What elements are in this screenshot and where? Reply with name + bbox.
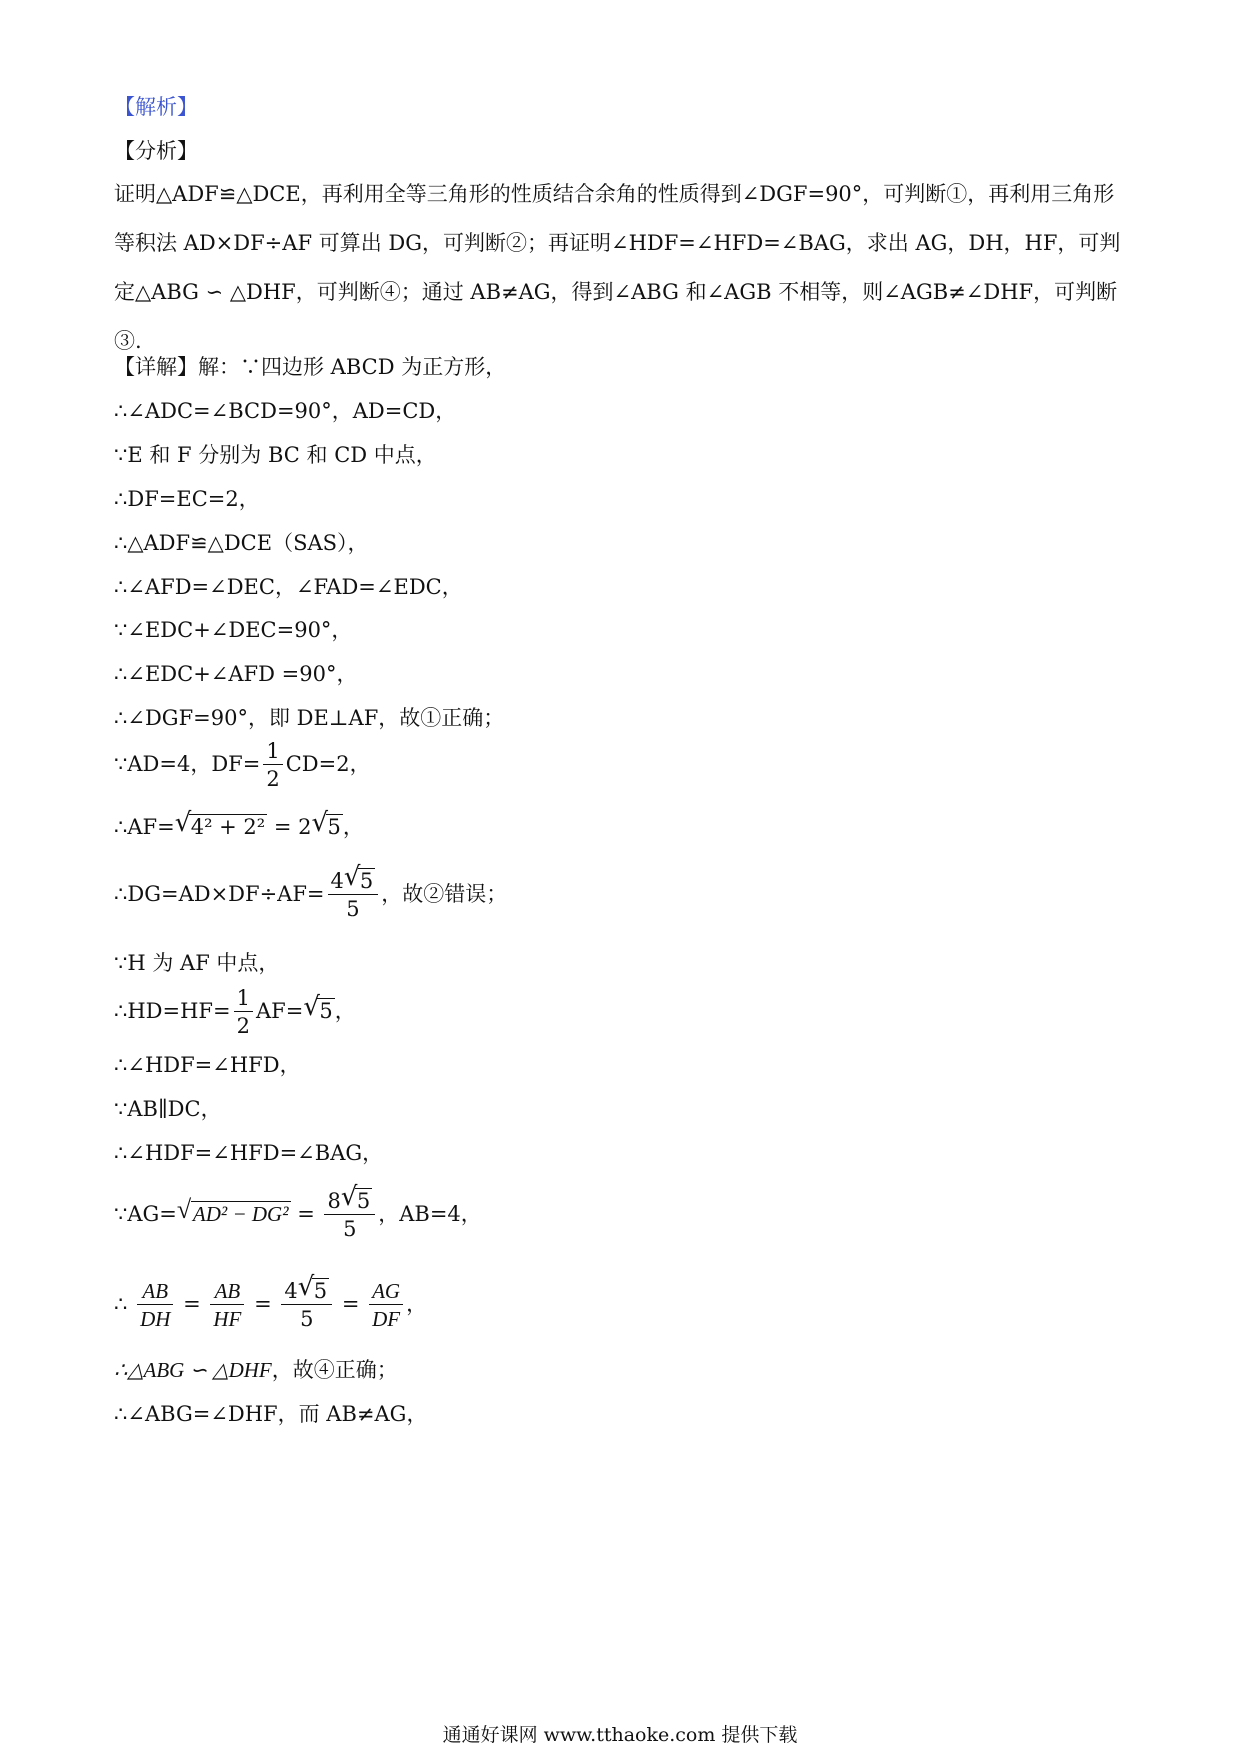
proof-line-18 <box>114 1272 428 1333</box>
fraction-half <box>263 738 282 793</box>
proof-line-20: ∴∠ABG=∠DHF，而 AB≠AG， <box>114 1402 428 1426</box>
fraction-8root5-over-5 <box>324 1182 375 1243</box>
proof-line-11 <box>114 862 508 923</box>
numerator: AG <box>369 1278 403 1305</box>
proof-line-9 <box>114 738 371 793</box>
text-segment: CD=2， <box>285 752 371 776</box>
text-segment: ∴HD=HF= <box>114 999 231 1023</box>
numerator: AB <box>210 1278 244 1305</box>
coefficient: 4 <box>284 1279 298 1303</box>
text-segment: AF= <box>255 999 304 1023</box>
sqrt-five <box>340 1182 372 1214</box>
proof-line-4: ∴△ADF≌△DCE（SAS）， <box>114 531 369 555</box>
fraction-4root5-over-5 <box>328 862 379 923</box>
equals-segment: = 2 <box>273 815 312 839</box>
similar-triangles-statement: ∴△ABG ∽ △DHF <box>114 1358 272 1382</box>
fraction-ag-df <box>369 1278 403 1333</box>
fraction-4root5-over-5 <box>281 1272 332 1333</box>
denominator: HF <box>213 1307 242 1331</box>
text-segment: ∴AF= <box>114 815 175 839</box>
radical-sign: √ <box>311 808 329 838</box>
proof-line-16: ∴∠HDF=∠HFD=∠BAG， <box>114 1141 384 1165</box>
radical-sign: √ <box>303 992 320 1022</box>
radicand: 5 <box>319 999 333 1023</box>
equals-sign: = <box>297 1202 315 1226</box>
proof-line-10 <box>114 808 364 842</box>
radicand: AD² − DG² <box>192 1202 289 1226</box>
radical-sign: √ <box>176 1195 192 1224</box>
proof-line-3: ∴DF=EC=2， <box>114 487 260 511</box>
numerator <box>328 862 379 895</box>
fraction-ab-dh <box>137 1278 173 1333</box>
proof-line-17 <box>114 1182 482 1243</box>
proof-line-14: ∴∠HDF=∠HFD， <box>114 1053 301 1077</box>
numerator: 1 <box>234 985 253 1012</box>
proof-line-12: ∵H 为 AF 中点， <box>114 951 280 975</box>
proof-line-1: ∴∠ADC=∠BCD=90°，AD=CD， <box>114 399 457 423</box>
sqrt-five <box>311 808 343 842</box>
text-segment: ，故②错误； <box>381 882 508 906</box>
text-segment: ∵AD=4，DF= <box>114 752 261 776</box>
text-segment: ∴DG=AD×DF÷AF= <box>114 882 325 906</box>
radicand: 4² + 2² <box>190 815 266 839</box>
page-footer: 通通好课网 www.tthaoke.com 提供下载 <box>442 1724 798 1746</box>
denominator: 5 <box>300 1307 314 1331</box>
coefficient: 8 <box>327 1189 341 1213</box>
text-segment: ， <box>334 999 356 1023</box>
fraction-half <box>234 985 253 1040</box>
text-segment: ，故④正确； <box>271 1358 398 1382</box>
numerator: 1 <box>263 738 282 765</box>
text-segment: ∴ <box>114 1292 128 1316</box>
sqrt-ag-expression <box>176 1195 291 1229</box>
equals-sign: = <box>183 1292 201 1316</box>
xiangjie-line: 【详解】解：∵四边形 ABCD 为正方形， <box>114 355 507 379</box>
equals-sign: = <box>341 1292 360 1316</box>
fraction-ab-hf <box>210 1278 244 1333</box>
sqrt-five <box>343 862 375 894</box>
sqrt-five <box>297 1272 329 1304</box>
radicand: 5 <box>313 1279 328 1303</box>
proof-line-15: ∵AB∥DC， <box>114 1097 222 1121</box>
numerator: AB <box>137 1278 173 1305</box>
denominator: 5 <box>343 1217 357 1241</box>
proof-line-2: ∵E 和 F 分别为 BC 和 CD 中点， <box>114 443 437 467</box>
radicand: 5 <box>356 1189 371 1213</box>
jiexi-heading: 【解析】 <box>114 95 198 119</box>
analysis-paragraph: 证明△ADF≌△DCE，再利用全等三角形的性质结合余角的性质得到∠DGF=90°，可判断①，再利用三角形等积法 AD×DF÷AF 可算出 DG，可判断②；再证明∠HDF=∠HFD=∠BAG，求出 AG，DH，HF，可判定△ABG ∽ △DHF，可判断④；通过 AB≠AG，得到∠ABG 和∠AGB 不相等，则∠AGB≠∠DHF，可判断③. <box>114 182 1121 353</box>
denominator: 5 <box>346 897 360 921</box>
proof-line-7: ∴∠EDC+∠AFD =90°， <box>114 662 358 686</box>
text-segment: ， <box>342 815 364 839</box>
fenxi-heading: 【分析】 <box>114 139 198 163</box>
text-segment: ，AB=4， <box>378 1202 482 1226</box>
denominator: DH <box>140 1307 171 1331</box>
denominator: DF <box>372 1307 401 1331</box>
radicand: 5 <box>359 869 374 893</box>
text-segment: ∵AG= <box>114 1202 177 1226</box>
denominator: 2 <box>236 1014 250 1038</box>
numerator <box>281 1272 332 1305</box>
numerator <box>324 1182 375 1215</box>
proof-line-5: ∴∠AFD=∠DEC，∠FAD=∠EDC， <box>114 575 463 599</box>
radical-sign: √ <box>343 862 361 892</box>
sqrt-expression <box>174 808 268 842</box>
radical-sign: √ <box>297 1272 315 1302</box>
radical-sign: √ <box>174 808 192 838</box>
equals-sign: = <box>254 1292 272 1316</box>
text-segment: ， <box>406 1292 428 1316</box>
sqrt-five <box>303 992 334 1026</box>
proof-line-19 <box>114 1355 398 1385</box>
proof-line-8: ∴∠DGF=90°，即 DE⊥AF，故①正确； <box>114 706 505 730</box>
radicand: 5 <box>327 815 341 839</box>
proof-line-13 <box>114 985 356 1040</box>
denominator: 2 <box>266 767 280 791</box>
coefficient: 4 <box>330 869 344 893</box>
proof-line-6: ∵∠EDC+∠DEC=90°， <box>114 618 353 642</box>
radical-sign: √ <box>340 1182 358 1212</box>
